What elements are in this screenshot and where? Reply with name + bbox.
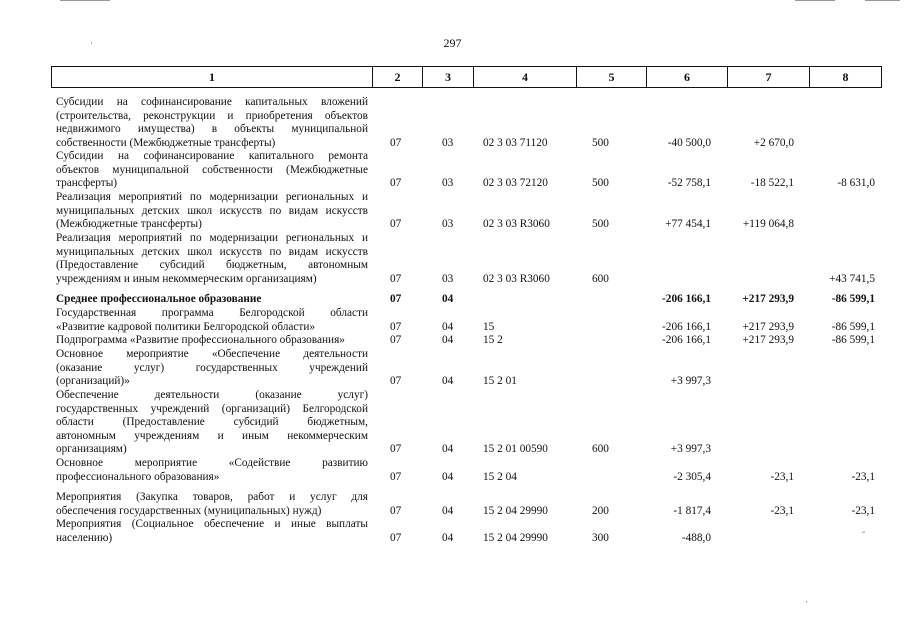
description-line: Мероприятия (Социальное обеспечение и иные выплаты (56, 518, 368, 530)
amount-year-1: +77 454,1 (665, 218, 711, 231)
description-line: Основное мероприятие «Обеспечение деятельности (56, 348, 368, 360)
column-header-row (52, 67, 882, 88)
subsection-code: 03 (442, 136, 454, 149)
amount-year-2: +217 293,9 (742, 320, 794, 333)
amount-year-1: -206 166,1 (662, 334, 711, 346)
row-description (56, 389, 368, 457)
section-code: 07 (390, 177, 402, 190)
amount-year-1: -2 305,4 (673, 470, 711, 483)
description-line: (Межбюджетные трансферты) (56, 218, 202, 231)
column-header: 5 (577, 67, 647, 88)
description-line: автономным учреждениям и иным некоммерческим (56, 429, 368, 442)
section-code: 07 (390, 272, 402, 285)
target-article-code: 02 3 03 72120 (483, 177, 548, 190)
description-line: Среднее профессиональное образование (56, 293, 262, 305)
amount-year-1: -206 166,1 (662, 293, 711, 305)
scan-speck: ˝ (862, 530, 865, 540)
amount-year-3: +43 741,5 (829, 272, 875, 285)
description-line: муниципальных детских школ искусств по видам искусств (56, 204, 368, 217)
expense-type-code: 300 (592, 531, 609, 544)
section-code: 07 (390, 375, 402, 388)
column-header: 2 (373, 67, 423, 88)
amount-year-1: +3 997,3 (670, 375, 711, 388)
description-line: области (Предоставление субсидий бюджетным, (56, 416, 368, 429)
subsection-code: 04 (442, 470, 454, 483)
amount-year-1: -1 817,4 (673, 504, 711, 517)
section-code: 07 (390, 443, 402, 456)
amount-year-3: -86 599,1 (831, 334, 875, 346)
description-line: Субсидии на софинансирование капитального ремонта (56, 150, 368, 162)
subsection-code: 03 (442, 218, 454, 231)
amount-year-3: -8 631,0 (837, 177, 875, 190)
target-article-code: 15 2 01 (483, 375, 517, 388)
amount-year-2: +2 670,0 (753, 136, 794, 149)
target-article-code: 15 2 04 29990 (483, 504, 548, 517)
description-line: учреждениям и иным некоммерческим организациям) (56, 272, 317, 285)
row-description (56, 191, 368, 232)
expense-type-code: 200 (592, 504, 609, 517)
page-number: 297 (443, 36, 462, 50)
row-description (56, 293, 368, 307)
target-article-code: 15 2 04 29990 (483, 531, 548, 544)
subsection-code: 04 (442, 293, 454, 305)
subsection-code: 04 (442, 375, 454, 388)
expense-type-code: 500 (592, 177, 609, 190)
expense-type-code: 600 (592, 443, 609, 456)
amount-year-2: -23,1 (770, 504, 794, 517)
row-description (56, 518, 368, 545)
column-header-table (51, 66, 882, 88)
row-description (56, 150, 368, 191)
row-description (56, 232, 368, 286)
scan-edge-line (795, 0, 835, 1)
section-code: 07 (390, 470, 402, 483)
section-code: 07 (390, 320, 402, 333)
description-line: Подпрограмма «Развитие профессионального образования» (56, 334, 345, 346)
scan-speck: · (90, 38, 93, 48)
description-line: (организаций)» (56, 375, 130, 388)
scan-edge-line (60, 0, 110, 1)
target-article-code: 02 3 03 R3060 (483, 272, 550, 285)
description-line: организациям) (56, 443, 127, 456)
row-description (56, 334, 368, 348)
amount-year-1: +3 997,3 (670, 443, 711, 456)
description-line: Государственная программа Белгородской области (56, 307, 368, 319)
scan-speck: · (805, 597, 808, 607)
description-line: (Предоставление субсидий бюджетным, автономным (56, 259, 368, 272)
description-line: объектов муниципальной собственности (Межбюджетные (56, 163, 368, 176)
amount-year-1: -52 758,1 (667, 177, 711, 190)
description-line: «Развитие кадровой политики Белгородской области» (56, 320, 316, 333)
section-code: 07 (390, 136, 402, 149)
description-line: Реализация мероприятий по модернизации региональных и (56, 191, 368, 203)
row-description (56, 96, 368, 150)
section-code: 07 (390, 218, 402, 231)
subsection-code: 04 (442, 443, 454, 456)
amount-year-2: -23,1 (770, 470, 794, 483)
expense-type-code: 600 (592, 272, 609, 285)
description-line: профессионального образования» (56, 470, 220, 483)
description-line: трансферты) (56, 177, 118, 190)
scan-edge-line (865, 0, 900, 1)
description-line: Субсидии на софинансирование капитальных вложений (56, 96, 368, 108)
section-code: 07 (390, 293, 402, 305)
description-line: Реализация мероприятий по модернизации региональных и (56, 232, 368, 244)
column-header: 7 (728, 67, 810, 88)
section-code: 07 (390, 531, 402, 544)
amount-year-2: -18 522,1 (750, 177, 794, 190)
description-line: Мероприятия (Закупка товаров, работ и услуг для (56, 491, 368, 503)
amount-year-3: -23,1 (851, 470, 875, 483)
column-header: 6 (647, 67, 728, 88)
subsection-code: 04 (442, 504, 454, 517)
section-code: 07 (390, 504, 402, 517)
amount-year-3: -86 599,1 (831, 293, 875, 305)
description-line: муниципальных детских школ искусств по видам искусств (56, 245, 368, 258)
expense-type-code: 500 (592, 136, 609, 149)
amount-year-2: +217 293,9 (742, 334, 794, 346)
row-description (56, 307, 368, 334)
target-article-code: 02 3 03 71120 (483, 136, 548, 149)
subsection-code: 04 (442, 334, 454, 346)
row-description (56, 457, 368, 484)
target-article-code: 15 2 (483, 334, 503, 346)
description-line: Основное мероприятие «Содействие развитию (56, 457, 368, 469)
subsection-code: 03 (442, 177, 454, 190)
description-line: населению) (56, 531, 113, 544)
amount-year-1: -40 500,0 (667, 136, 711, 149)
column-header: 8 (810, 67, 882, 88)
subsection-code: 04 (442, 320, 454, 333)
target-article-code: 15 2 01 00590 (483, 443, 548, 456)
description-line: (оказание услуг) государственных учреждений (56, 361, 368, 374)
subsection-code: 03 (442, 272, 454, 285)
subsection-code: 04 (442, 531, 454, 544)
description-line: недвижимого имущества) в объекты муниципальной (56, 123, 368, 136)
target-article-code: 15 2 04 (483, 470, 517, 483)
description-line: Обеспечение деятельности (оказание услуг) (56, 389, 368, 401)
row-description (56, 491, 368, 518)
target-article-code: 02 3 03 R3060 (483, 218, 550, 231)
description-line: собственности (Межбюджетные трансферты) (56, 136, 276, 149)
row-description (56, 348, 368, 389)
section-code: 07 (390, 334, 402, 346)
column-header: 4 (474, 67, 577, 88)
column-header: 1 (52, 67, 373, 88)
amount-year-1: -488,0 (681, 531, 711, 544)
description-line: (строительства, реконструкции и приобретения объектов (56, 109, 368, 122)
description-line: государственных учреждений (организаций) Белгородской (56, 402, 368, 415)
amount-year-2: +119 064,8 (742, 218, 794, 231)
description-line: обеспечения государственных (муниципальных) нужд) (56, 504, 322, 517)
amount-year-1: -206 166,1 (662, 320, 711, 333)
amount-year-2: +217 293,9 (742, 293, 794, 305)
amount-year-3: -86 599,1 (831, 320, 875, 333)
column-header: 3 (423, 67, 474, 88)
target-article-code: 15 (483, 320, 495, 333)
expense-type-code: 500 (592, 218, 609, 231)
amount-year-3: -23,1 (851, 504, 875, 517)
